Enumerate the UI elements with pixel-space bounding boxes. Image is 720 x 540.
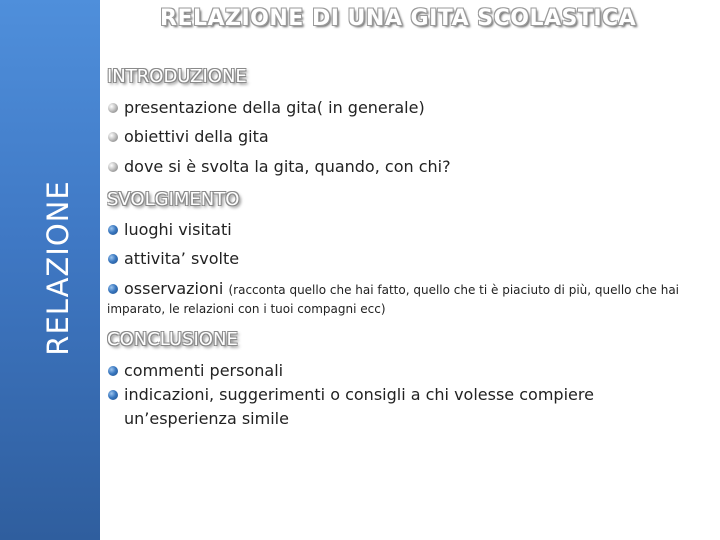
bullet-icon [108,103,118,113]
list-item-text: obiettivi della gita [124,127,269,146]
list-item-text: osservazioni [124,279,224,298]
section-heading-introduzione: INTRODUZIONE [107,66,247,87]
list-item-text: attivita’ svolte [124,249,240,268]
bullet-icon [108,254,118,264]
list-item-text: presentazione della gita( in generale) [124,98,425,117]
bullet-icon [108,132,118,142]
bullet-icon [108,366,118,376]
sidebar-band [0,0,100,540]
list-item-text: dove si è svolta la gita, quando, con chi? [124,157,451,176]
bullet-icon [108,225,118,235]
bullet-icon [108,162,118,172]
section-heading-conclusione: CONCLUSIONE [107,329,238,350]
list-item-note: (racconta quello che hai fatto, quello che ti è piaciuto di più, quello che hai [228,283,680,297]
list-item [108,125,269,149]
list-item-osservazioni [108,277,679,302]
list-item-text: luoghi visitati [124,220,232,239]
bullet-icon [108,284,118,294]
list-item-note-continuation: imparato, le relazioni con i tuoi compagni ecc) [107,302,386,316]
list-item [108,359,283,383]
list-item-text: indicazioni, suggerimenti o consigli a chi volesse compiere [124,385,594,404]
section-heading-svolgimento: SVOLGIMENTO [107,189,240,210]
list-item [108,247,239,271]
list-item [108,155,451,179]
list-item-text: commenti personali [124,361,284,380]
list-item [108,218,232,242]
list-item [108,383,594,407]
list-item-continuation: un’esperienza simile [124,409,289,428]
page-title: RELAZIONE DI UNA GITA SCOLASTICA [160,6,637,31]
list-item [108,96,425,120]
bullet-icon [108,390,118,400]
sidebar-vertical-label: RELAZIONE [41,180,75,356]
